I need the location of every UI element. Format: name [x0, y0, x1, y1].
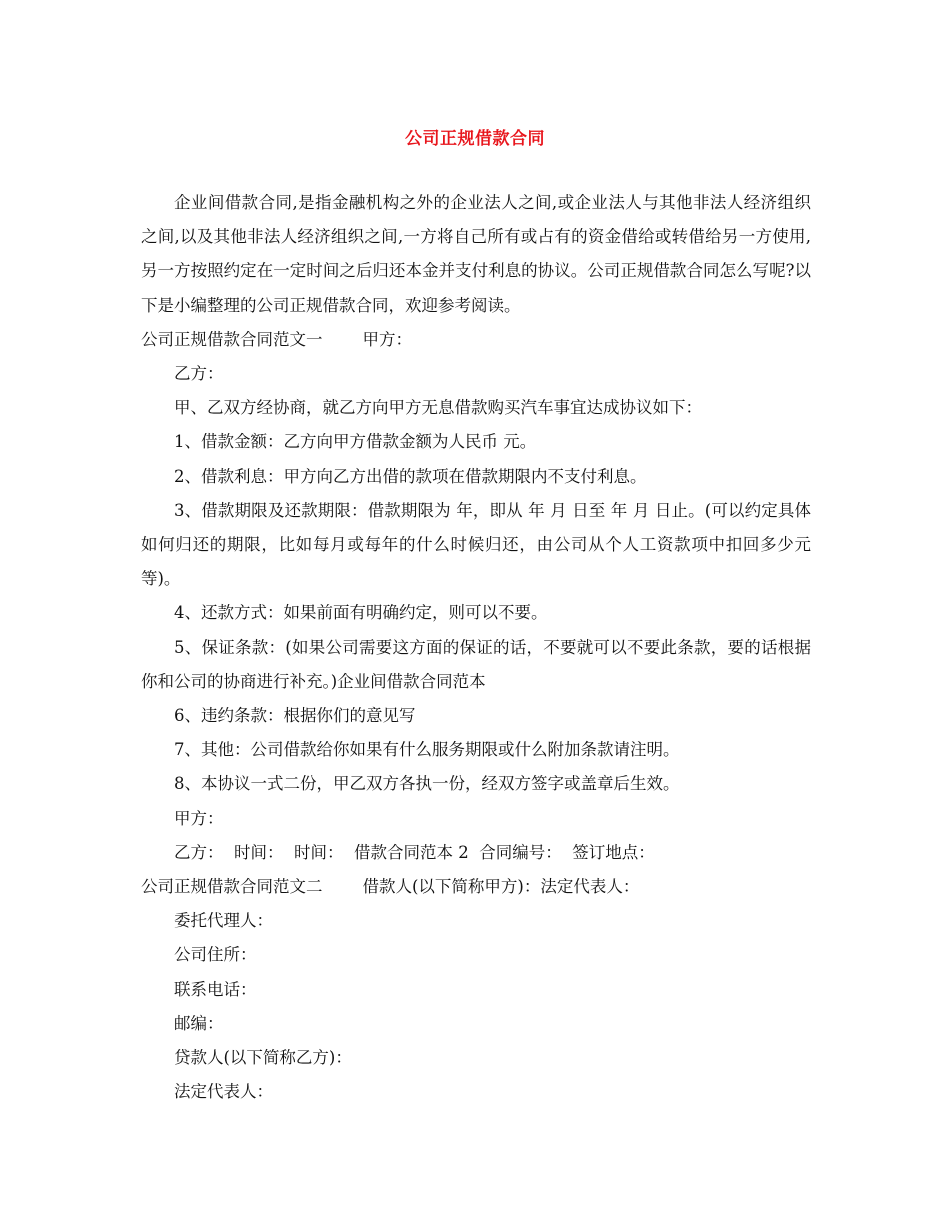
agreement-intro: 甲、乙双方经协商，就乙方向甲方无息借款购买汽车事宜达成协议如下：: [174, 398, 702, 418]
clause-2: 2、借款利息：甲方向乙方出借的款项在借款期限内不支付利息。: [174, 466, 647, 486]
sample1-heading: 公司正规借款合同范文一: [141, 329, 323, 349]
phone-line: 联系电话：: [174, 979, 257, 999]
document-body: [141, 186, 811, 1109]
sign-line: 乙方： 时间： 时间： 借款合同范本 2 合同编号： 签订地点：: [174, 842, 655, 862]
clause-7: 7、其他：公司借款给你如果有什么服务期限或什么附加条款请注明。: [174, 740, 680, 760]
document-title: 公司正规借款合同: [405, 129, 545, 149]
clause-5: 5、保证条款：(如果公司需要这方面的保证的话，不要就可以不要此条款，要的话根据你和公司的协商进行补充。)企业间借款合同范本: [141, 637, 811, 691]
sample2-heading-line: [141, 870, 811, 904]
clause-1: 1、借款金额：乙方向甲方借款金额为人民币 元。: [174, 432, 537, 452]
postcode-line: 邮编：: [174, 1013, 224, 1033]
legal-rep-line: 法定代表人：: [174, 1082, 273, 1102]
party-b-line: 乙方：: [174, 364, 224, 384]
clause-6: 6、违约条款：根据你们的意见写: [174, 706, 416, 726]
clause-8: 8、本协议一式二份，甲乙双方各执一份，经双方签字或盖章后生效。: [174, 774, 680, 794]
sample2-heading: 公司正规借款合同范文二: [141, 877, 323, 897]
intro-paragraph: 企业间借款合同,是指金融机构之外的企业法人之间,或企业法人与其他非法人经济组织之间,以及其他非法人经济组织之间,一方将自己所有或占有的资金借给或转借给另一方使用,另一方按照约定在一定时间之后归还本金并支付利息的协议。公司正规借款合同怎么写呢?以下是小编整理的公司正规借款合同，欢迎参考阅读。: [141, 193, 811, 315]
agent-line: 委托代理人：: [174, 911, 273, 931]
clause-3: 3、借款期限及还款期限：借款期限为 年，即从 年 月 日至 年 月 日止。(可以约定具体如何归还的期限，比如每月或每年的什么时候归还，由公司从个人工资款项中扣回多少元等)。: [141, 500, 811, 589]
sample1-party-a: 甲方：: [362, 329, 412, 349]
lender-line: 贷款人(以下简称乙方)：: [174, 1048, 352, 1068]
clause-4: 4、还款方式：如果前面有明确约定，则可以不要。: [174, 603, 548, 623]
sample1-heading-line: [141, 323, 811, 357]
sign-party-a: 甲方：: [174, 808, 224, 828]
sample2-borrower: 借款人(以下简称甲方)：法定代表人：: [362, 877, 640, 897]
address-line: 公司住所：: [174, 945, 257, 965]
